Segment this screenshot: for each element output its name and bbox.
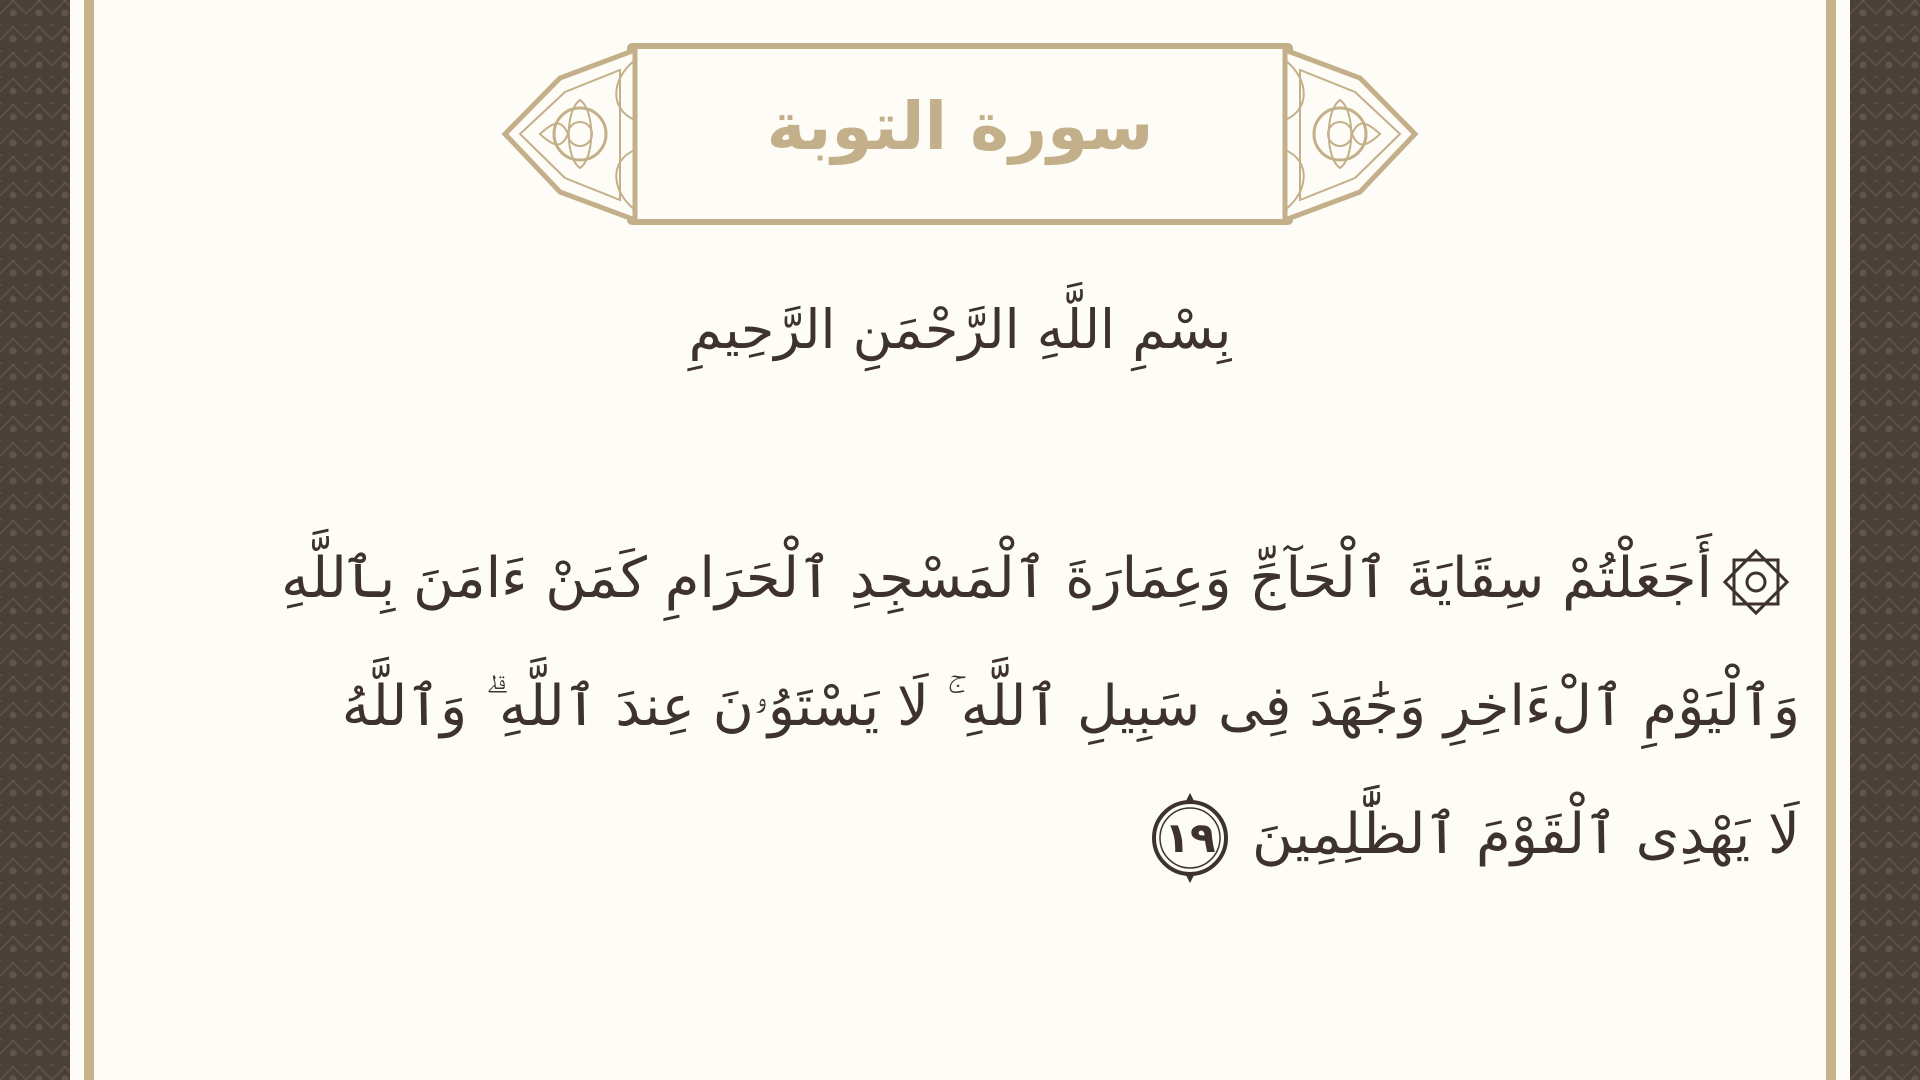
verse-line-1: [200, 515, 1800, 643]
left-ornamental-border: [0, 0, 70, 1080]
ayah-number: ١٩: [1164, 812, 1216, 862]
left-gold-rule: [84, 0, 94, 1080]
sajdah-marker-icon: [1718, 544, 1794, 620]
verse-line-1-text: أَجَعَلْتُمْ سِقَايَةَ ٱلْحَآجِّ وَعِمَارَةَ ٱلْمَسْجِدِ ٱلْحَرَامِ كَمَنْ ءَامَنَ بِٱللَّهِ: [281, 546, 1712, 611]
verse-text: [200, 515, 1800, 899]
right-ornamental-border: [1850, 0, 1920, 1080]
ayah-end-marker: [1142, 790, 1238, 886]
surah-title: سورة التوبة: [766, 88, 1154, 165]
right-margin: [1836, 0, 1850, 1080]
surah-title-banner: [500, 40, 1420, 230]
verse-line-3: [200, 771, 1800, 899]
verse-line-2: وَٱلْيَوْمِ ٱلْءَاخِرِ وَجَٰهَدَ فِى سَبِيلِ ٱللَّهِ ۚ لَا يَسْتَوُۥنَ عِندَ ٱللَّهِ ۗ وَٱللَّهُ: [341, 674, 1800, 739]
left-margin: [70, 0, 84, 1080]
verse-line-3-text: لَا يَهْدِى ٱلْقَوْمَ ٱلظَّٰلِمِينَ: [1251, 802, 1800, 867]
basmala: بِسْمِ اللَّهِ الرَّحْمَنِ الرَّحِيمِ: [688, 298, 1232, 361]
right-gold-rule: [1826, 0, 1836, 1080]
